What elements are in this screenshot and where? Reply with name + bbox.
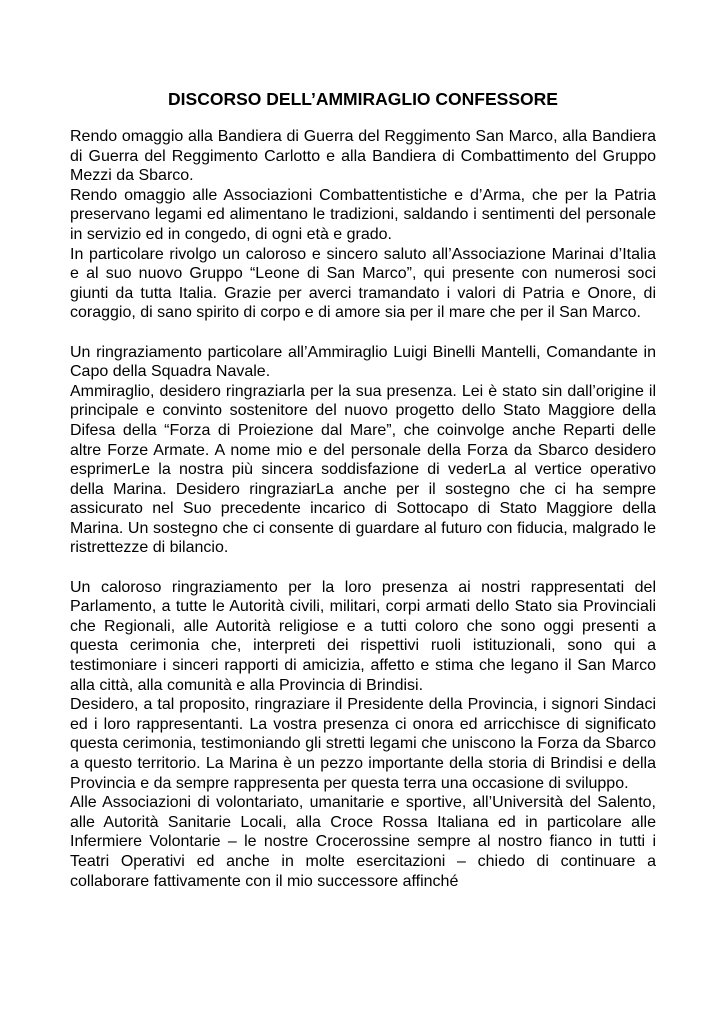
paragraph-ammiraglio-presenza: Ammiraglio, desidero ringraziarla per la sua presenza. Lei è stato sin dall’origine il principale e convinto sostenitore del nuovo progetto dello Stato Maggiore della Difesa della “Forza di Proiezione dal Mare”, che coinvolge anche Reparti delle altre Forze Armate. A nome mio e del personale della Forza da Sbarco desidero esprimerLe la nostra più sincera soddisfazione di vederLa al vertice operativo della Marina. Desidero ringraziarLa anche per il sostegno che ci ha sempre assicurato nel Suo precedente incarico di Sottocapo di Stato Maggiore della Marina. Un sostegno che ci consente di guardare al futuro con fiducia, malgrado le ristrettezze di bilancio. [70,382,656,557]
paragraph-provincia: Desidero, a tal proposito, ringraziare il Presidente della Provincia, i signori Sindaci ed i loro rappresentanti. La vostra presenza ci onora ed arricchisce di significato questa cerimonia, testimoniando gli stretti legami che uniscono la Forza da Sbarco a questo territorio. La Marina è un pezzo importante della storia di Brindisi e della Provincia e da sempre rappresenta per questa terra una occasione di sviluppo. [70,696,656,792]
document-title: DISCORSO DELL’AMMIRAGLIO CONFESSORE [168,89,558,109]
paragraph-autorita: Un caloroso ringraziamento per la loro presenza ai nostri rappresentati del Parlamento, a tutte le Autorità civili, militari, corpi armati dello Stato sia Provinciali che Regionali, alle Autorità religiose e a tutti coloro che sono oggi presenti a questa cerimonia che, interpreti dei rispettivi ruoli istituzionali, sono qui a testimoniare i sinceri rapporti di amicizia, affetto e stima che legano il San Marco alla città, alla comunità e alla Provincia di Brindisi. [70,578,656,694]
paragraph-bandiere: Rendo omaggio alla Bandiera di Guerra del Reggimento San Marco, alla Bandiera di Guerra del Reggimento Carlotto e alla Bandiera di Combattimento del Gruppo Mezzi da Sbarco. [70,128,656,185]
paragraph-spacer [70,323,656,343]
paragraph-marinai-italia: In particolare rivolgo un caloroso e sincero saluto all’Associazione Marinai d’Italia e al suo nuovo Gruppo “Leone di San Marco”, qui presente con numerosi soci giunti da tutta Italia. Grazie per averci tramandato i valori di Patria e Onore, di coraggio, di sano spirito di corpo e di amore sia per il mare che per il San Marco. [70,245,656,322]
paragraph-associazioni: Rendo omaggio alle Associazioni Combattentistiche e d’Arma, che per la Patria preservano legami ed alimentano le tradizioni, saldando i sentimenti del personale in servizio ed in congedo, di ogni età e grado. [70,186,656,243]
paragraph-ringraziamento-ammiraglio: Un ringraziamento particolare all’Ammiraglio Luigi Binelli Mantelli, Comandante in Capo della Squadra Navale. [70,343,656,381]
document-body [70,127,656,891]
paragraph-volontariato: Alle Associazioni di volontariato, umanitarie e sportive, all’Università del Salento, alle Autorità Sanitarie Locali, alla Croce Rossa Italiana ed in particolare alle Infermiere Volontarie – le nostre Crocerossine sempre al nostro fianco in tutti i Teatri Operativi ed anche in molte esercitazioni – chiedo di continuare a collaborare fattivamente con il mio successore affinché [70,794,656,890]
paragraph-spacer [70,558,656,578]
